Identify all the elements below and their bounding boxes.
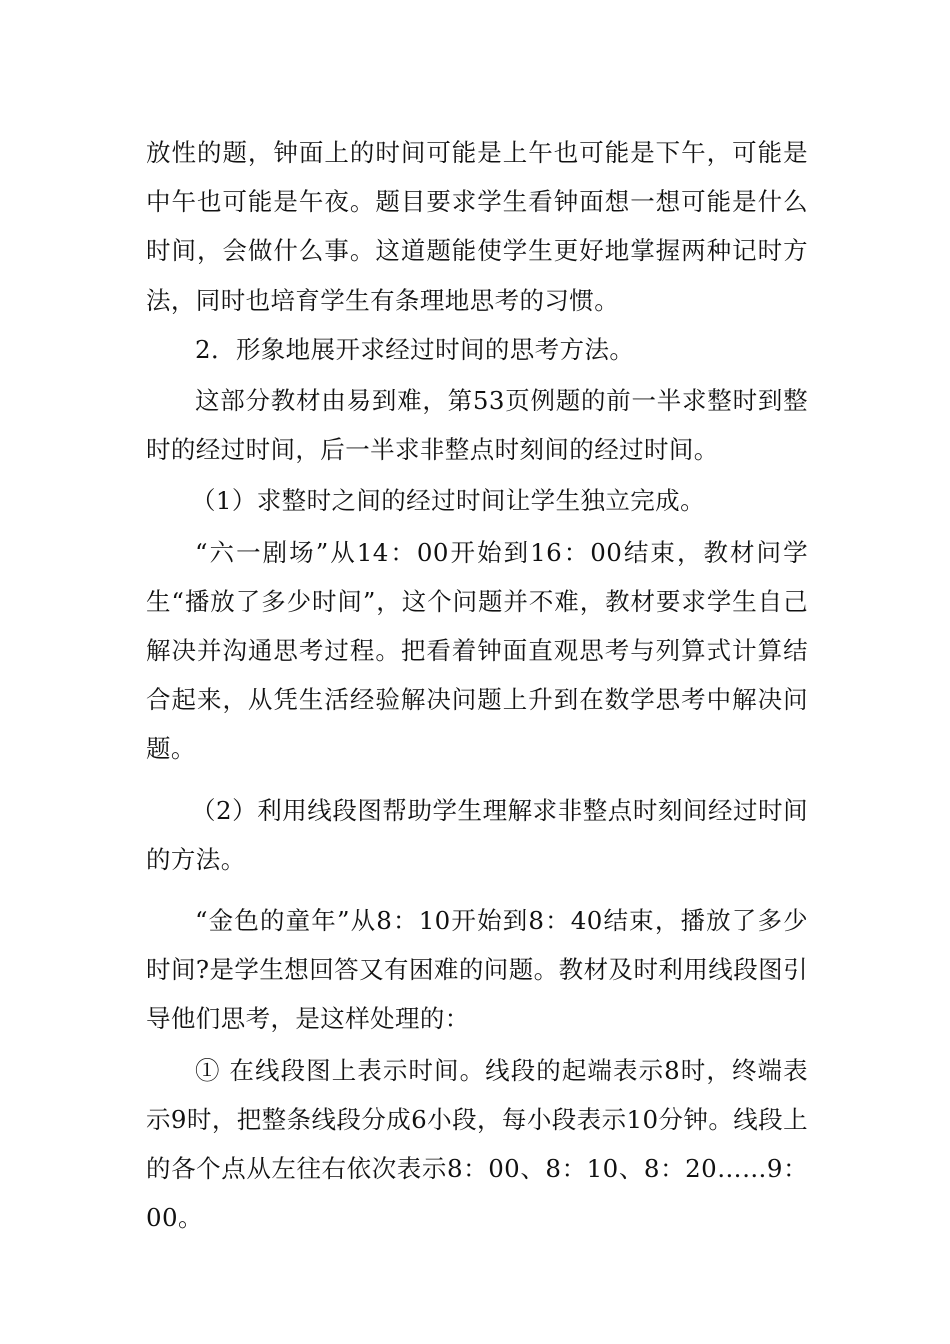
paragraph-subheading-1: （1）求整时之间的经过时间让学生独立完成。 [191,486,705,516]
paragraph-childhood-example: “金色的童年”从8：10开始到8：40结束，播放了多少时间?是学生想回答又有困难的问题。教材及时利用线段图引导他们思考，是这样处理的： [146,906,808,1034]
paragraph-step-1: ① 在线段图上表示时间。线段的起端表示8时，终端表示9时，把整条线段分成6小段，每小段表示10分钟。线段上的各个点从左往右依次表示8：00、8：10、8：20……9：00。 [146,1055,808,1233]
paragraph-subheading-2: （2）利用线段图帮助学生理解求非整点时刻间经过时间的方法。 [146,795,808,874]
paragraph-textbook-intro: 这部分教材由易到难，第53页例题的前一半求整时到整时的经过时间，后一半求非整点时刻间的经过时间。 [146,386,808,465]
document-body [146,128,808,1242]
paragraph-theater-example: “六一剧场”从14：00开始到16：00结束，教材问学生“播放了多少时间”，这个问题并不难，教材要求学生自己解决并沟通思考过程。把看着钟面直观思考与列算式计算结合起来，从凭生活经验解决问题上升到在数学思考中解决问题。 [146,537,808,764]
paragraph-section-heading: 2．形象地展开求经过时间的思考方法。 [195,334,635,364]
paragraph-continuation: 放性的题，钟面上的时间可能是上午也可能是下午，可能是中午也可能是午夜。题目要求学生看钟面想一想可能是什么时间，会做什么事。这道题能使学生更好地掌握两种记时方法，同时也培育学生有条理地思考的习惯。 [146,138,808,315]
